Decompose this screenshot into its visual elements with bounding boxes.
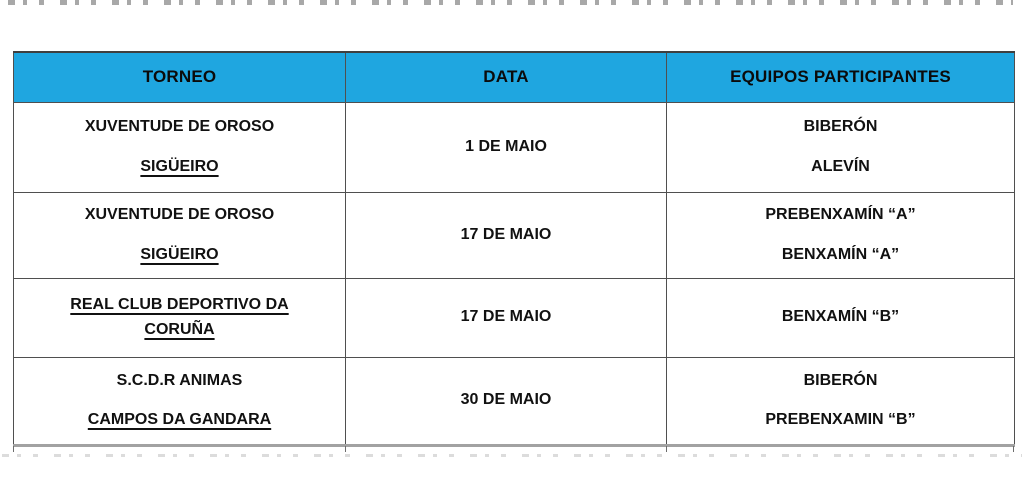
torneo-line: S.C.D.R ANIMAS (116, 371, 243, 389)
data-lines (346, 226, 666, 244)
torneo-line: XUVENTUDE DE OROSO (84, 206, 275, 224)
column-rule-stub (345, 446, 346, 452)
equipo-line: BIBERÓN (803, 118, 878, 136)
cell-data (346, 357, 667, 445)
table-header (14, 52, 1015, 102)
equipo-line: ALEVÍN (811, 157, 870, 175)
tournament-schedule-table (13, 51, 1015, 447)
data-lines (346, 308, 666, 326)
torneo-line: CAMPOS DA GANDARA (87, 411, 272, 428)
date-text: 1 DE MAIO (465, 137, 547, 155)
date-text: 17 DE MAIO (460, 308, 552, 326)
cell-equipos (667, 192, 1015, 278)
torneo-line: SIGÜEIRO (140, 157, 219, 175)
cell-equipos (667, 357, 1015, 445)
column-rule-stub (1013, 446, 1014, 452)
cell-data (346, 278, 667, 357)
torneo-lines (14, 372, 345, 430)
date-text: 30 DE MAIO (460, 391, 552, 409)
equipo-line: BENXAMÍN “B” (781, 308, 900, 326)
cell-torneo (14, 357, 346, 445)
table-row (14, 102, 1015, 192)
torneo-lines (14, 206, 345, 264)
equipo-line: PREBENXAMÍN “A” (765, 206, 916, 224)
equipos-lines (667, 308, 1014, 326)
torneo-lines (14, 296, 345, 340)
cell-torneo (14, 192, 346, 278)
data-lines (346, 391, 666, 409)
column-header-data: DATA (346, 52, 667, 102)
clipped-text-line-bottom (2, 454, 1022, 457)
torneo-line: CORUÑA (144, 321, 215, 338)
cell-equipos (667, 102, 1015, 192)
table-row (14, 278, 1015, 357)
table-row (14, 357, 1015, 445)
column-header-equipos: EQUIPOS PARTICIPANTES (667, 52, 1015, 102)
equipo-line: BENXAMÍN “A” (781, 245, 900, 263)
column-rule-stub (666, 446, 667, 452)
data-lines (346, 138, 666, 156)
equipos-lines (667, 206, 1014, 264)
header-row (14, 52, 1015, 102)
table-row (14, 192, 1015, 278)
torneo-line: REAL CLUB DEPORTIVO DA (70, 295, 289, 313)
cell-torneo (14, 102, 346, 192)
cell-data (346, 102, 667, 192)
equipos-lines (667, 118, 1014, 176)
cell-torneo (14, 278, 346, 357)
column-header-torneo: TORNEO (14, 52, 346, 102)
table-body (14, 102, 1015, 445)
equipo-line: PREBENXAMIN “B” (765, 411, 916, 428)
clipped-text-line-top (8, 0, 1013, 5)
cell-equipos (667, 278, 1015, 357)
equipo-line: BIBERÓN (803, 371, 878, 389)
column-rule-stub (13, 446, 14, 452)
date-text: 17 DE MAIO (460, 225, 552, 243)
equipos-lines (667, 372, 1014, 430)
torneo-lines (14, 118, 345, 176)
torneo-line: XUVENTUDE DE OROSO (84, 118, 275, 136)
torneo-line: SIGÜEIRO (140, 245, 219, 263)
cell-data (346, 192, 667, 278)
